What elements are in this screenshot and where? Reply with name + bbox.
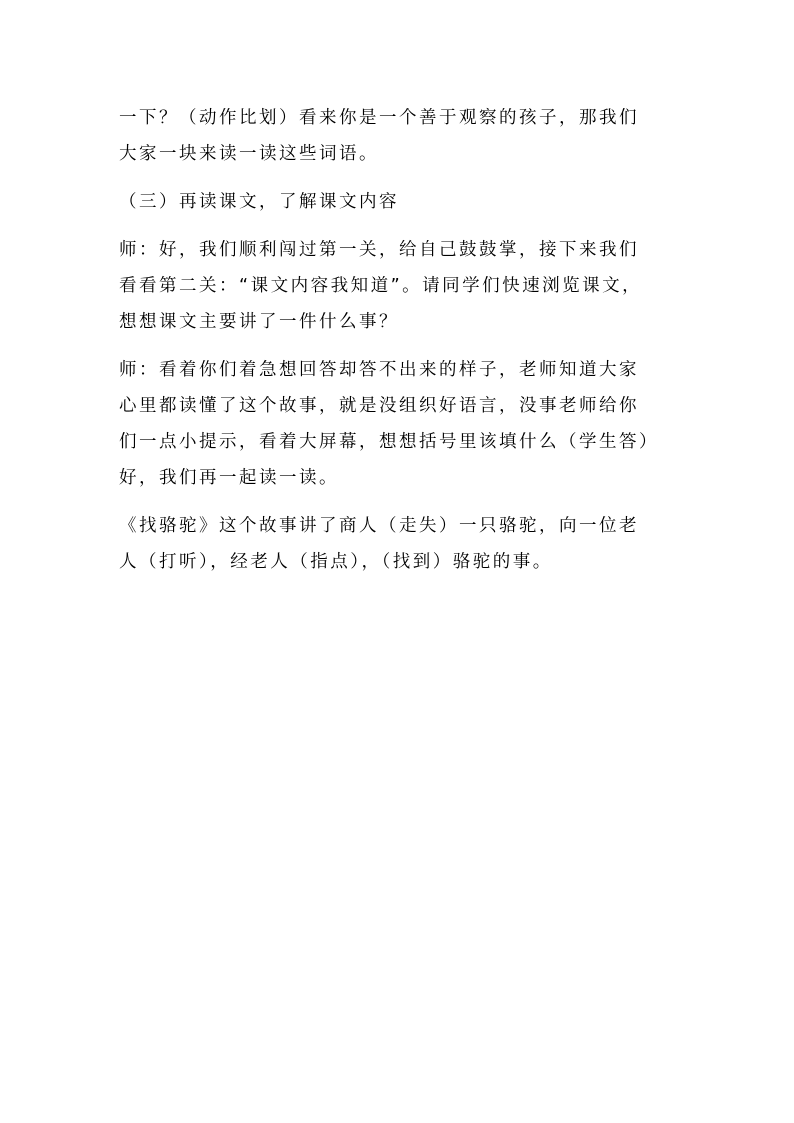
- text-line: 想想课文主要讲了一件什么事？: [119, 312, 399, 332]
- section-heading: [119, 184, 679, 220]
- text-line: 一下？（动作比划）看来你是一个善于观察的孩子，那我们: [119, 108, 639, 128]
- paragraph-observation: [119, 100, 679, 172]
- paragraph-teacher-first: [119, 232, 679, 340]
- text-line: （三）再读课文，了解课文内容: [119, 192, 399, 212]
- text-line: 心里都读懂了这个故事，就是没组织好语言，没事老师给你: [119, 396, 639, 416]
- text-line: 好，我们再一起读一读。: [119, 468, 339, 488]
- text-line: 人（打听），经老人（指点），（找到）骆驼的事。: [119, 552, 553, 572]
- text-line: 师：好，我们顺利闯过第一关，给自己鼓鼓掌，接下来我们: [119, 240, 639, 260]
- text-line: 看看第二关：“课文内容我知道”。请同学们快速浏览课文，: [119, 276, 643, 296]
- text-line: 们一点小提示，看着大屏幕，想想括号里该填什么（学生答）: [119, 432, 659, 452]
- paragraph-teacher-second: [119, 352, 679, 496]
- text-line: 《找骆驼》这个故事讲了商人（走失）一只骆驼，向一位老: [119, 516, 639, 536]
- paragraph-story-summary: [119, 508, 679, 580]
- text-line: 师：看着你们着急想回答却答不出来的样子，老师知道大家: [119, 360, 639, 380]
- text-line: 大家一块来读一读这些词语。: [119, 144, 379, 164]
- document-body: [119, 100, 679, 592]
